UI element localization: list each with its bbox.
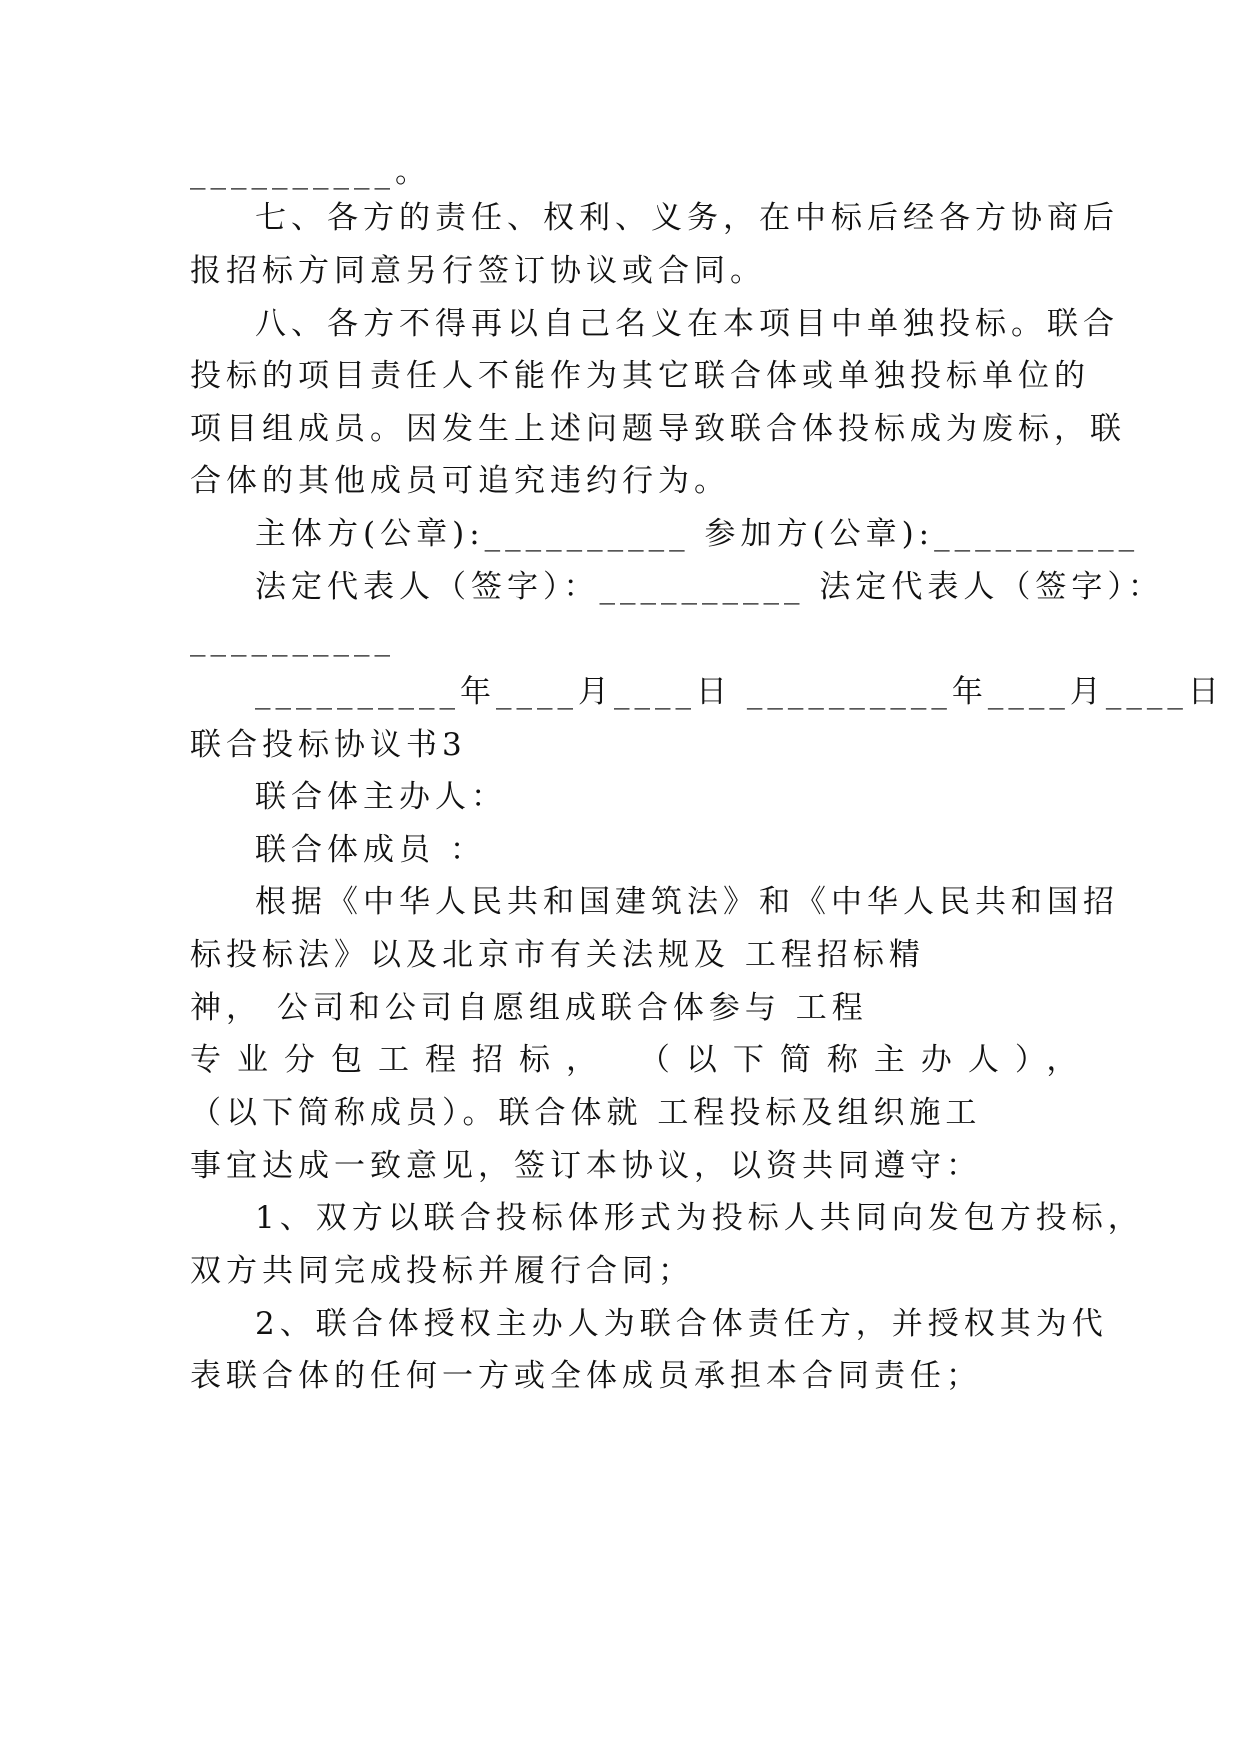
seal-line: 主体方(公章):__________ 参加方(公章):__________ [255,516,1140,552]
article-one-line-2: 双方共同完成投标并履行合同； [190,1253,694,1289]
preamble-line-3: 神， 公司和公司自愿组成联合体参与 工程 [190,990,868,1026]
preamble-line-5: （以下简称成员）。联合体就 工程投标及组织施工 [190,1095,982,1131]
article-two-line-1: 2、联合体授权主办人为联合体责任方，并授权其为代 [255,1306,1108,1342]
consortium-member-label: 联合体成员 ： [255,832,486,868]
preamble-line-4: 专业分包工程招标， （以下简称主办人）， [190,1042,1094,1078]
date-line: __________年____月____日 __________年____月____日 [255,674,1224,710]
article-one-line-1: 1、双方以联合投标体形式为投标人共同向发包方投标， [255,1200,1144,1236]
consortium-lead-label: 联合体主办人： [255,779,507,815]
signature-line: 法定代表人（签字）：__________ 法定代表人（签字）： [255,569,1164,605]
signature-blank-line: __________ [190,621,395,657]
clause-eight-line-2: 投标的项目责任人不能作为其它联合体或单独投标单位的 [190,358,1090,394]
clause-seven-line-2: 报招标方同意另行签订协议或合同。 [190,253,766,289]
text-line-blank-end: __________。 [190,154,431,190]
section-title: 联合投标协议书3 [190,727,467,763]
article-two-line-2: 表联合体的任何一方或全体成员承担本合同责任； [190,1358,982,1394]
preamble-line-2: 标投标法》以及北京市有关法规及 工程招标精 [190,937,925,973]
preamble-line-1: 根据《中华人民共和国建筑法》和《中华人民共和国招 [255,884,1119,920]
clause-eight-line-1: 八、各方不得再以自己名义在本项目中单独投标。联合 [255,306,1119,342]
clause-eight-line-3: 项目组成员。因发生上述问题导致联合体投标成为废标，联 [190,411,1126,447]
clause-eight-line-4: 合体的其他成员可追究违约行为。 [190,463,730,499]
clause-seven-line-1: 七、各方的责任、权利、义务，在中标后经各方协商后 [255,200,1119,236]
preamble-line-6: 事宜达成一致意见，签订本协议，以资共同遵守： [190,1148,982,1184]
